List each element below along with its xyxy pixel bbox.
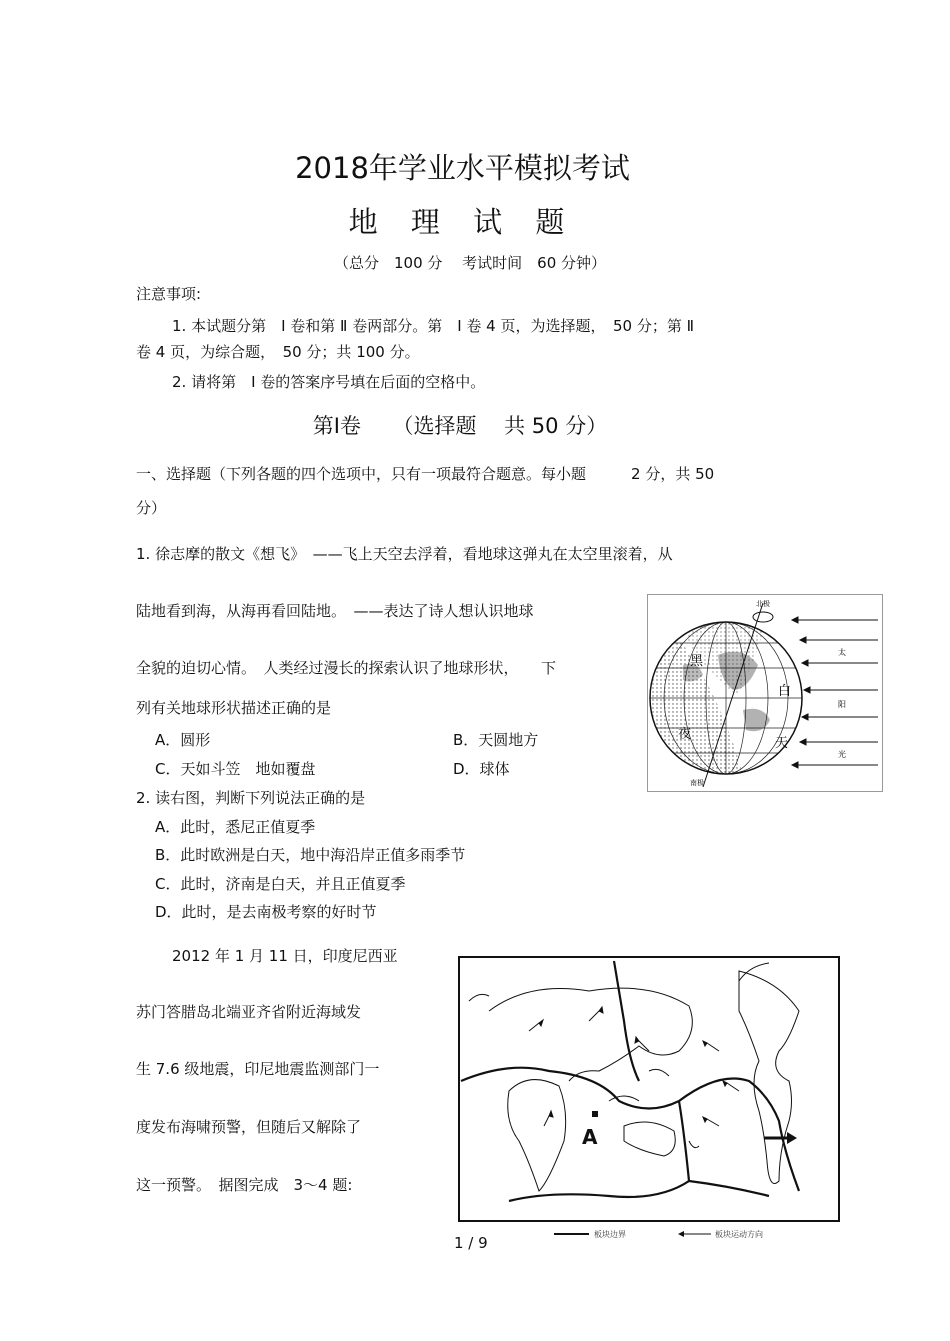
- page-number: 1 / 9: [454, 1234, 488, 1252]
- q1-option-b: B．天圆地方: [453, 731, 539, 749]
- exam-title: 2018年学业水平模拟考试: [295, 151, 630, 185]
- q1-option-a: A．圆形: [155, 731, 211, 749]
- legend-plate-motion: 板块运动方向: [715, 1230, 763, 1239]
- section-title: 第Ⅰ卷 （选择题 共 50 分）: [312, 414, 608, 438]
- q2-option-c: C．此时，济南是白天，并且正值夏季: [155, 875, 406, 893]
- plate-boundary-map: [449, 951, 847, 1243]
- map-marker-a: A: [582, 1125, 598, 1149]
- exam-subject: 地 理 试 题: [348, 205, 577, 239]
- part-instruction-line-1: 一、选择题（下列各题的四个选项中，只有一项最符合题意。每小题 2 分，共 50: [136, 465, 715, 483]
- q34-intro-line-4: 度发布海啸预警，但随后又解除了: [136, 1118, 362, 1136]
- legend-plate-boundary: 板块边界: [594, 1230, 626, 1239]
- sunlight-label-1: 太: [838, 648, 846, 657]
- north-pole-label: 北极: [756, 600, 770, 608]
- q1-stem-line-3: 全貌的迫切心情。 人类经过漫长的探索认识了地球形状， 下: [136, 659, 557, 677]
- q1-stem-line-1: 1. 徐志摩的散文《想飞》 ——飞上天空去浮着，看地球这弹丸在太空里滚着，从: [136, 545, 673, 563]
- notice-item-1-line-2: 卷 4 页，为综合题， 50 分；共 100 分。: [136, 343, 420, 361]
- part-instruction-line-2: 分）: [136, 499, 167, 517]
- notice-item-2: 2. 请将第 Ⅰ 卷的答案序号填在后面的空格中。: [172, 373, 486, 391]
- day-label-1: 白: [778, 684, 792, 699]
- globe-illustration: [647, 594, 883, 792]
- q1-stem-line-4: 列有关地球形状描述正确的是: [136, 699, 332, 717]
- q34-intro-line-1: 2012 年 1 月 11 日，印度尼西亚: [172, 947, 398, 965]
- night-label-2: 夜: [678, 727, 692, 742]
- q2-option-d: D．此时，是去南极考察的好时节: [155, 903, 377, 921]
- day-label-2: 天: [775, 736, 789, 751]
- q1-option-c: C．天如斗笠 地如覆盘: [155, 760, 316, 778]
- notice-heading: 注意事项:: [136, 285, 202, 303]
- sunlight-label-3: 光: [838, 750, 846, 759]
- q1-option-d: D．球体: [453, 760, 510, 778]
- south-pole-label: 南极: [690, 779, 704, 787]
- exam-info: （总分 100 分 考试时间 60 分钟）: [333, 254, 607, 272]
- night-label-1: 黑: [690, 654, 704, 669]
- q34-intro-line-3: 生 7.6 级地震，印尼地震监测部门一: [136, 1060, 380, 1078]
- q1-stem-line-2: 陆地看到海，从海再看回陆地。 ——表达了诗人想认识地球: [136, 602, 534, 620]
- q2-option-a: A．此时，悉尼正值夏季: [155, 818, 316, 836]
- sunlight-arrows: [792, 617, 878, 768]
- q34-intro-line-5: 这一预警。 据图完成 3～4 题:: [136, 1176, 353, 1194]
- sunlight-label-2: 阳: [838, 700, 846, 709]
- q2-option-b: B．此时欧洲是白天，地中海沿岸正值多雨季节: [155, 846, 466, 864]
- notice-item-1-line-1: 1. 本试题分第 Ⅰ 卷和第 Ⅱ 卷两部分。第 Ⅰ 卷 4 页，为选择题， 50 分；第 Ⅱ: [172, 317, 694, 335]
- q2-stem: 2. 读右图，判断下列说法正确的是: [136, 789, 366, 807]
- q34-intro-line-2: 苏门答腊岛北端亚齐省附近海域发: [136, 1003, 362, 1021]
